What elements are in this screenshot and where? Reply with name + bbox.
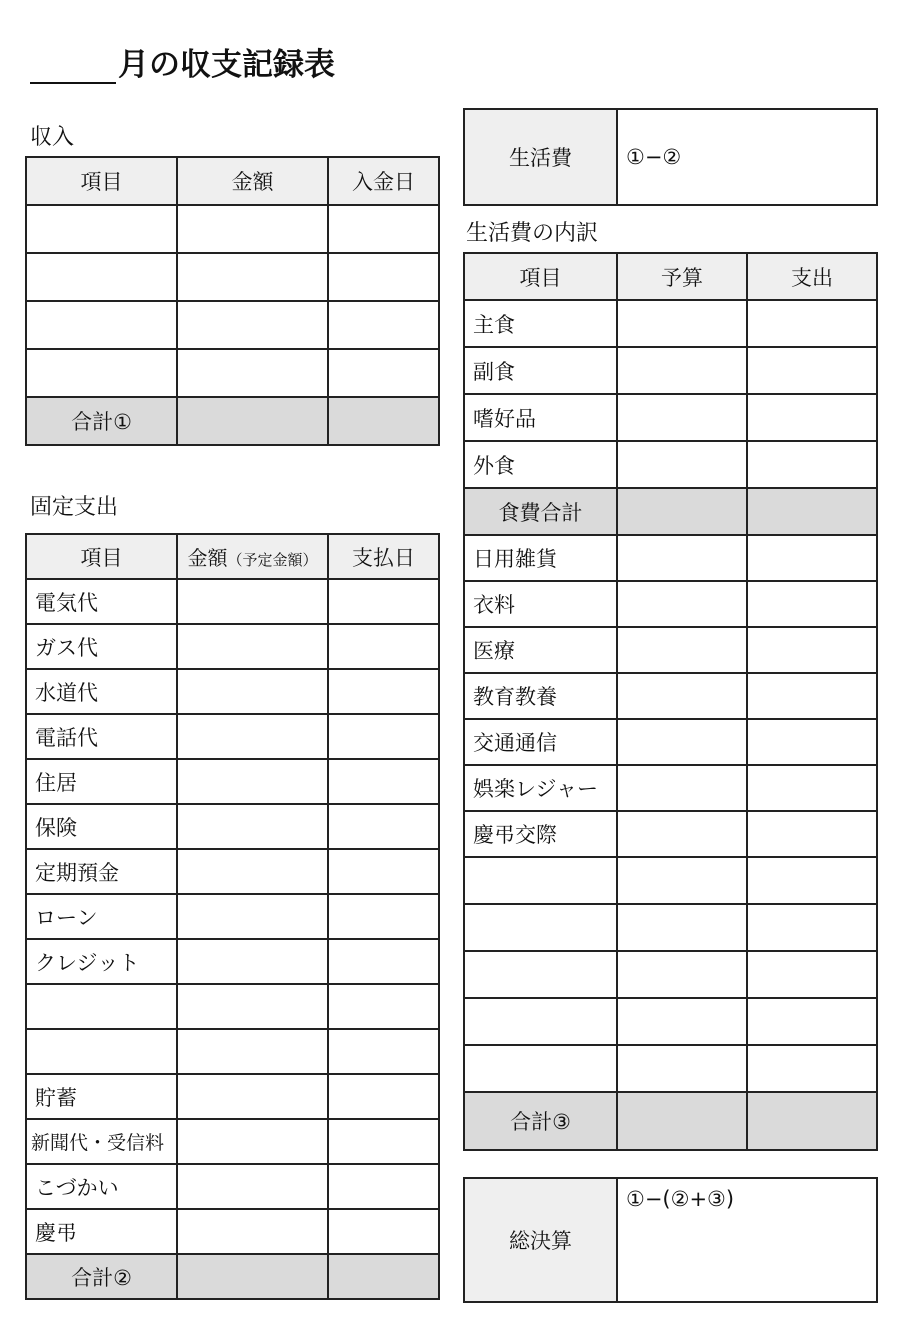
breakdown-item: 日用雑貨 xyxy=(464,535,617,581)
final-label: 総決算 xyxy=(464,1178,617,1302)
fixed-item: ガス代 xyxy=(26,624,177,669)
breakdown-item: 医療 xyxy=(464,627,617,673)
breakdown-item[interactable] xyxy=(464,904,617,951)
food-row xyxy=(464,394,877,441)
fixed-row xyxy=(26,1209,439,1254)
income-header-date: 入金日 xyxy=(328,157,439,205)
final-formula: ①−(②+③) xyxy=(617,1178,877,1302)
breakdown-header-item: 項目 xyxy=(464,253,617,300)
breakdown-row xyxy=(464,811,877,857)
breakdown-total-label: 合計③ xyxy=(464,1092,617,1150)
food-row xyxy=(464,441,877,488)
breakdown-row xyxy=(464,627,877,673)
breakdown-item: 衣料 xyxy=(464,581,617,627)
fixed-header-amount-note: （予定金額） xyxy=(227,551,318,569)
living-label: 生活費 xyxy=(464,109,617,205)
final-table xyxy=(463,1177,878,1303)
food-row xyxy=(464,347,877,394)
fixed-table xyxy=(25,533,440,1300)
month-blank[interactable] xyxy=(30,52,116,84)
fixed-item: 電気代 xyxy=(26,579,177,624)
food-total-row xyxy=(464,488,877,535)
food-total-label: 食費合計 xyxy=(464,488,617,535)
living-table xyxy=(463,108,878,206)
breakdown-table xyxy=(463,252,878,1151)
breakdown-item: 慶弔交際 xyxy=(464,811,617,857)
fixed-row xyxy=(26,1074,439,1119)
fixed-item: ローン xyxy=(26,894,177,939)
fixed-row xyxy=(26,579,439,624)
breakdown-item: 教育教養 xyxy=(464,673,617,719)
breakdown-row xyxy=(464,765,877,811)
fixed-row xyxy=(26,714,439,759)
food-item: 副食 xyxy=(464,347,617,394)
fixed-item: 保険 xyxy=(26,804,177,849)
income-header-amount: 金額 xyxy=(177,157,328,205)
fixed-row xyxy=(26,984,439,1029)
fixed-item: 電話代 xyxy=(26,714,177,759)
fixed-row xyxy=(26,669,439,714)
fixed-item: こづかい xyxy=(26,1164,177,1209)
fixed-total-row xyxy=(26,1254,439,1299)
fixed-row xyxy=(26,939,439,984)
breakdown-header-budget: 予算 xyxy=(617,253,747,300)
breakdown-row xyxy=(464,998,877,1045)
breakdown-item[interactable] xyxy=(464,998,617,1045)
fixed-row xyxy=(26,759,439,804)
title-text: 月の収支記録表 xyxy=(118,47,335,83)
fixed-header-date: 支払日 xyxy=(328,534,439,579)
breakdown-item[interactable] xyxy=(464,857,617,904)
breakdown-row xyxy=(464,581,877,627)
breakdown-row xyxy=(464,535,877,581)
fixed-row xyxy=(26,1029,439,1074)
income-label: 収入 xyxy=(30,125,75,150)
fixed-label: 固定支出 xyxy=(30,495,119,520)
food-row xyxy=(464,300,877,347)
food-item: 主食 xyxy=(464,300,617,347)
breakdown-item[interactable] xyxy=(464,951,617,998)
living-formula: ①−② xyxy=(617,109,877,205)
page-title xyxy=(30,40,335,84)
income-total-row xyxy=(26,397,439,445)
fixed-row xyxy=(26,624,439,669)
fixed-row xyxy=(26,1164,439,1209)
fixed-item[interactable] xyxy=(26,1029,177,1074)
breakdown-row xyxy=(464,857,877,904)
fixed-header-amount: 金額（予定金額） xyxy=(177,534,328,579)
fixed-item: 新聞代・受信料 xyxy=(26,1119,177,1164)
breakdown-row xyxy=(464,1045,877,1092)
breakdown-label: 生活費の内訳 xyxy=(466,221,599,246)
fixed-row xyxy=(26,849,439,894)
fixed-row xyxy=(26,894,439,939)
breakdown-item: 娯楽レジャー xyxy=(464,765,617,811)
fixed-item: 貯蓄 xyxy=(26,1074,177,1119)
breakdown-row xyxy=(464,673,877,719)
fixed-header-item: 項目 xyxy=(26,534,177,579)
breakdown-item[interactable] xyxy=(464,1045,617,1092)
breakdown-row xyxy=(464,719,877,765)
breakdown-total-row xyxy=(464,1092,877,1150)
income-row xyxy=(26,301,439,349)
breakdown-header-spent: 支出 xyxy=(747,253,877,300)
fixed-item: クレジット xyxy=(26,939,177,984)
fixed-row xyxy=(26,1119,439,1164)
fixed-item: 慶弔 xyxy=(26,1209,177,1254)
breakdown-item: 交通通信 xyxy=(464,719,617,765)
income-row xyxy=(26,253,439,301)
breakdown-row xyxy=(464,951,877,998)
income-total-label: 合計① xyxy=(26,397,177,445)
food-item: 外食 xyxy=(464,441,617,488)
fixed-item[interactable] xyxy=(26,984,177,1029)
fixed-row xyxy=(26,804,439,849)
fixed-item: 住居 xyxy=(26,759,177,804)
income-row xyxy=(26,205,439,253)
fixed-total-label: 合計② xyxy=(26,1254,177,1299)
income-header-item: 項目 xyxy=(26,157,177,205)
food-item: 嗜好品 xyxy=(464,394,617,441)
fixed-item: 水道代 xyxy=(26,669,177,714)
breakdown-row xyxy=(464,904,877,951)
income-row xyxy=(26,349,439,397)
income-table xyxy=(25,156,440,446)
fixed-item: 定期預金 xyxy=(26,849,177,894)
